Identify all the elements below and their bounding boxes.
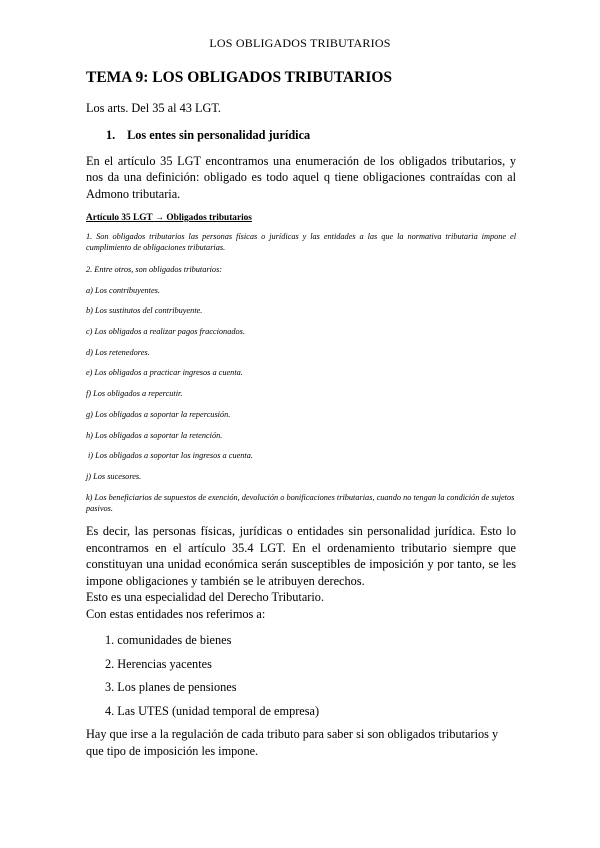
section-heading-text: Los entes sin personalidad jurídica bbox=[127, 127, 311, 142]
law-item: i) Los obligados a soportar los ingresos a cuenta. bbox=[88, 451, 253, 461]
entities-list bbox=[86, 632, 516, 719]
article-heading bbox=[86, 212, 516, 224]
law-item: h) Los obligados a soportar la retención. bbox=[86, 430, 223, 440]
law-item: a) Los contribuyentes. bbox=[86, 285, 160, 295]
law-item: k) Los beneficiarios de supuestos de exención, devolución o bonificaciones tributarias, cuando no tengan la condición de sujetos pasivos. bbox=[86, 492, 515, 513]
law-text bbox=[86, 231, 516, 514]
law-item: g) Los obligados a soportar la repercusión. bbox=[86, 409, 231, 419]
paragraph-entities-intro: Con estas entidades nos referimos a: bbox=[86, 606, 266, 621]
law-item: j) Los sucesores. bbox=[86, 471, 142, 481]
right-arrow-icon: → bbox=[154, 213, 165, 223]
paragraph-specialty: Esto es una especialidad del Derecho Tributario. bbox=[86, 590, 325, 605]
law-item: f) Los obligados a repercutir. bbox=[86, 389, 183, 399]
paragraph-conclusion: Hay que irse a la regulación de cada tributo para saber si son obligados tributarios y que tipo de imposición les impone. bbox=[86, 727, 499, 758]
intro-text: Los arts. Del 35 al 43 LGT. bbox=[86, 101, 222, 115]
law-item: 1. Son obligados tributarios las personas físicas o jurídicas y las entidades a las que la normativa tributaria impone el cumplimiento de obligaciones tributarias. bbox=[86, 232, 516, 252]
list-item: 3. Los planes de pensiones bbox=[105, 680, 237, 695]
article-title: Obligados tributarios bbox=[166, 213, 252, 223]
law-item: 2. Entre otros, son obligados tributarios: bbox=[86, 265, 223, 274]
list-item: 4. Las UTES (unidad temporal de empresa) bbox=[105, 703, 320, 718]
page-title: TEMA 9: LOS OBLIGADOS TRIBUTARIOS bbox=[86, 69, 393, 86]
section-number: 1. bbox=[106, 127, 116, 142]
running-header: LOS OBLIGADOS TRIBUTARIOS bbox=[209, 36, 391, 50]
paragraph-definition: En el artículo 35 LGT encontramos una enumeración de los obligados tributarios, y nos da una definición: obligado es todo aquel q tiene obligaciones contraídas con al Admono tributaria. bbox=[86, 153, 516, 201]
list-item: 2. Herencias yacentes bbox=[105, 656, 212, 671]
law-item: e) Los obligados a practicar ingresos a cuenta. bbox=[86, 368, 243, 378]
law-item: c) Los obligados a realizar pagos fraccionados. bbox=[86, 327, 245, 337]
law-item: d) Los retenedores. bbox=[86, 347, 150, 357]
law-item: b) Los sustitutos del contribuyente. bbox=[86, 306, 203, 316]
article-ref: Artículo 35 LGT bbox=[86, 213, 153, 223]
page-content bbox=[86, 68, 516, 759]
list-item: 1. comunidades de bienes bbox=[105, 633, 232, 648]
paragraph-explanation: Es decir, las personas físicas, jurídicas o entidades sin personalidad jurídica. Esto lo encontramos en el artículo 35.4 LGT. En el ordenamiento tributario siempre que constituyan una unidad económica serán susceptibles de imposición y por tanto, se les impone obligaciones y también se le atribuyen derechos. bbox=[86, 524, 516, 588]
section-heading bbox=[86, 127, 516, 143]
